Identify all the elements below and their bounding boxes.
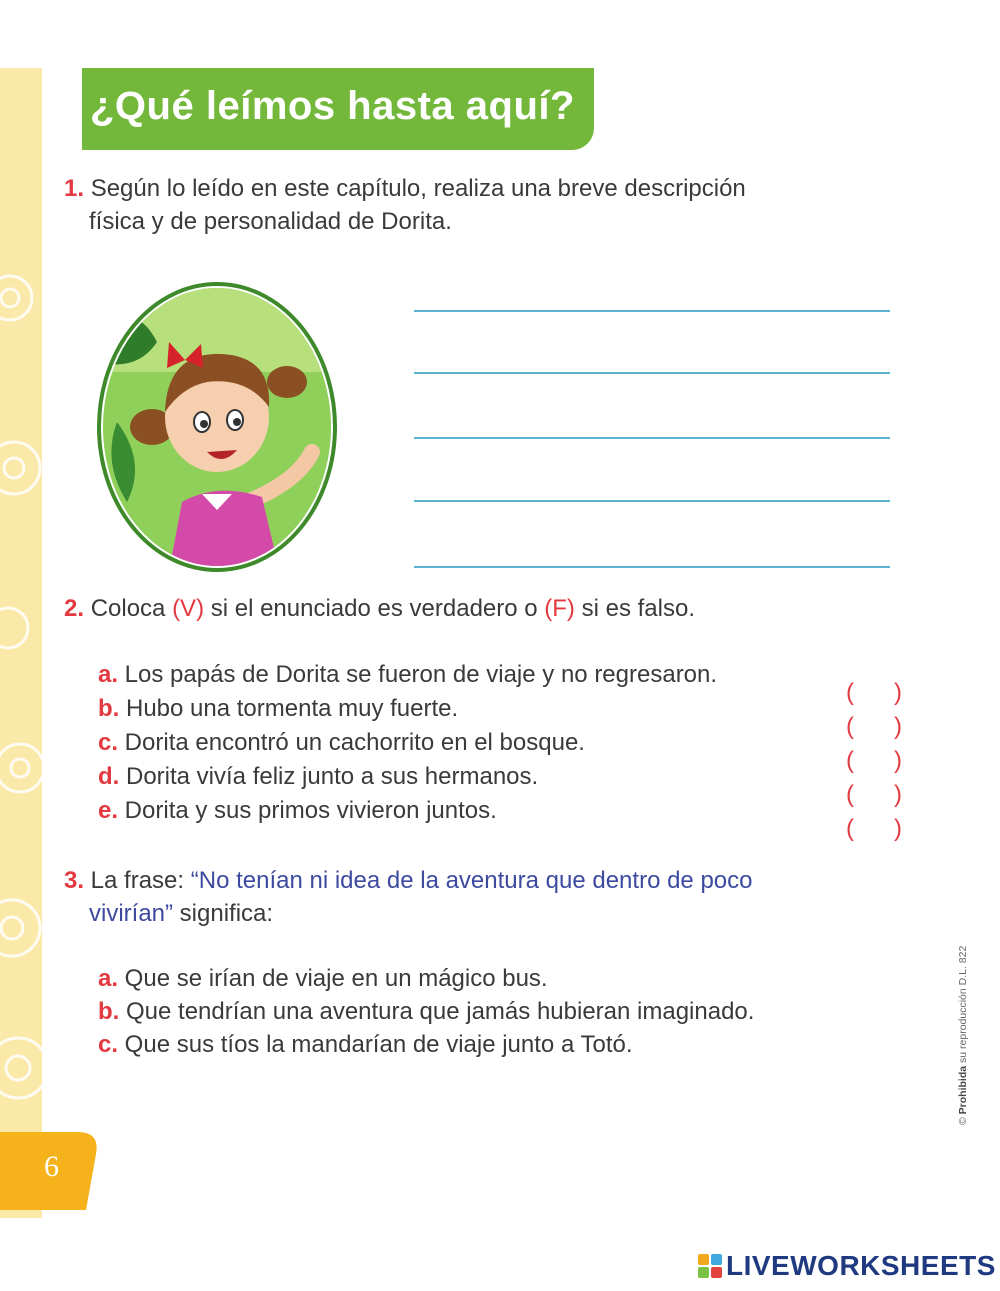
- liveworksheets-icon: [698, 1254, 722, 1278]
- item-letter: e.: [98, 797, 119, 824]
- statement-list: [98, 658, 717, 828]
- option-letter: c.: [98, 1031, 119, 1058]
- question-3-lead: La frase:: [84, 867, 191, 894]
- list-item[interactable]: [98, 995, 754, 1028]
- answer-box-a[interactable]: ( ): [846, 679, 902, 706]
- list-item: [98, 794, 717, 828]
- answer-boxes: [846, 676, 902, 846]
- question-1-line-2: física y de personalidad de Dorita.: [89, 208, 452, 235]
- answer-box-c[interactable]: ( ): [846, 747, 902, 774]
- brand-name: LIVEWORKSHEETS: [726, 1250, 996, 1281]
- dorita-illustration: [97, 282, 337, 572]
- item-letter: a.: [98, 661, 119, 688]
- answer-box-d[interactable]: ( ): [846, 781, 902, 808]
- quoted-phrase: “No tenían ni idea de la aventura que dentro de poco: [190, 867, 753, 894]
- item-text: Dorita encontró un cachorrito en el bosque.: [118, 729, 585, 756]
- question-number: 2.: [64, 595, 85, 622]
- list-item: [98, 726, 717, 760]
- question-3: [64, 864, 892, 930]
- item-text: Dorita vivía feliz junto a sus hermanos.: [119, 763, 539, 790]
- answer-line-5[interactable]: [414, 566, 890, 568]
- question-3-tail: significa:: [173, 900, 274, 927]
- question-2-text: si el enunciado es verdadero o: [204, 595, 545, 622]
- list-item: [98, 692, 717, 726]
- answer-line-4[interactable]: [414, 500, 890, 502]
- question-number: 3.: [64, 867, 85, 894]
- item-letter: b.: [98, 695, 120, 722]
- brand-logo: [698, 1250, 996, 1282]
- option-letter: b.: [98, 998, 120, 1025]
- item-letter: c.: [98, 729, 119, 756]
- question-1: [64, 172, 892, 238]
- list-item[interactable]: [98, 962, 754, 995]
- option-text: Que tendrían una aventura que jamás hubieran imaginado.: [119, 998, 755, 1025]
- copyright-symbol: ©: [957, 1117, 969, 1125]
- question-1-line-1: Según lo leído en este capítulo, realiza una breve descripción: [90, 175, 746, 202]
- copyright-bold: Prohibida: [957, 1065, 969, 1115]
- option-text: Que se irían de viaje en un mágico bus.: [118, 965, 548, 992]
- question-2-text: si es falso.: [574, 595, 695, 622]
- decorative-sidebar: [0, 68, 42, 1218]
- answer-line-2[interactable]: [414, 372, 890, 374]
- option-list: [98, 962, 754, 1061]
- page-number: 6: [44, 1150, 59, 1183]
- list-item[interactable]: [98, 1028, 754, 1061]
- item-text: Hubo una tormenta muy fuerte.: [119, 695, 459, 722]
- question-2-text: Coloca: [90, 595, 173, 622]
- false-marker: (F): [544, 595, 575, 622]
- flower-pattern: [0, 68, 42, 1218]
- item-text: Dorita y sus primos vivieron juntos.: [118, 797, 497, 824]
- copyright-notice: [957, 946, 969, 1125]
- answer-line-3[interactable]: [414, 437, 890, 439]
- answer-line-1[interactable]: [414, 310, 890, 312]
- item-text: Los papás de Dorita se fueron de viaje y no regresaron.: [118, 661, 718, 688]
- option-letter: a.: [98, 965, 119, 992]
- page-title: ¿Qué leímos hasta aquí?: [90, 84, 575, 128]
- option-text: Que sus tíos la mandarían de viaje junto a Totó.: [118, 1031, 633, 1058]
- copyright-text: su reproducción D.L. 822: [957, 945, 969, 1066]
- true-marker: (V): [172, 595, 205, 622]
- answer-box-b[interactable]: ( ): [846, 713, 902, 740]
- question-number: 1.: [64, 175, 85, 202]
- item-letter: d.: [98, 763, 120, 790]
- question-2: [64, 592, 695, 625]
- answer-box-e[interactable]: ( ): [846, 815, 902, 842]
- quoted-phrase-end: vivirían”: [89, 900, 174, 927]
- list-item: [98, 760, 717, 794]
- list-item: [98, 658, 717, 692]
